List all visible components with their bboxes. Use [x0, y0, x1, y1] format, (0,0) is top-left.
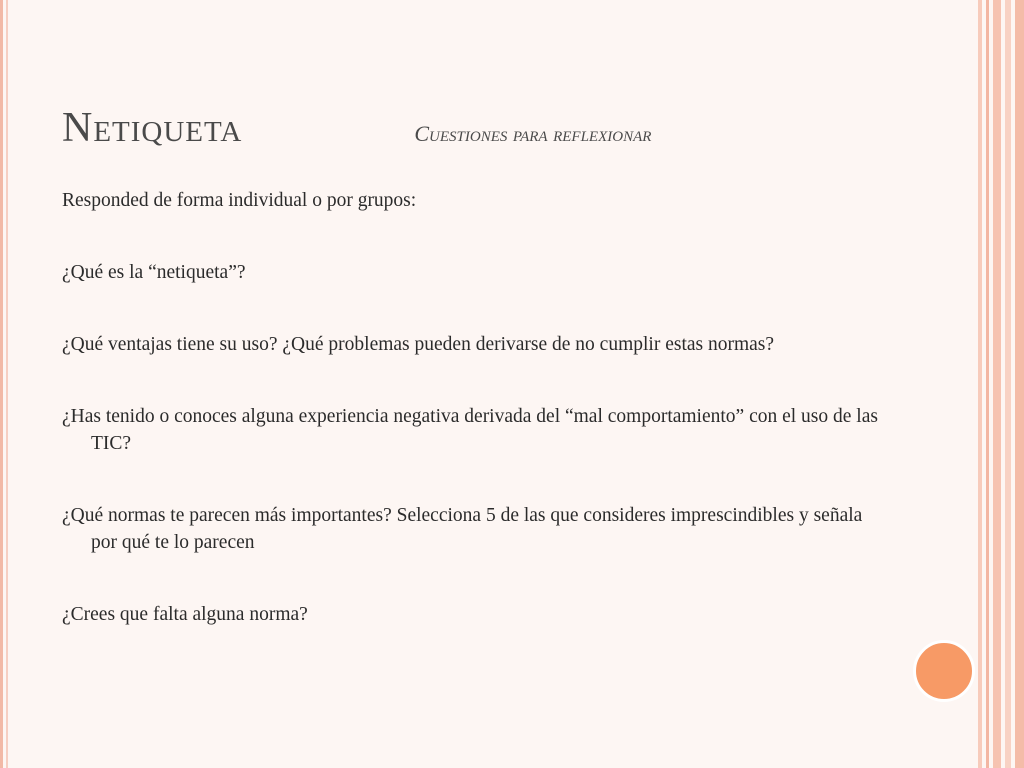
right-border-stripe — [1005, 0, 1011, 768]
left-border-stripe — [6, 0, 8, 768]
title-main: Netiqueta — [62, 105, 243, 151]
right-border-stripe — [986, 0, 989, 768]
question-experience: ¿Has tenido o conoces alguna experiencia negativa derivada del “mal comportamiento” con el uso de las TIC? — [62, 406, 878, 454]
right-border-stripe — [1015, 0, 1024, 768]
decorative-circle — [913, 640, 975, 702]
question-advantages: ¿Qué ventajas tiene su uso? ¿Qué problemas pueden derivarse de no cumplir estas normas? — [62, 334, 775, 355]
slide-body — [62, 187, 892, 673]
question-definition: ¿Qué es la “netiqueta”? — [62, 262, 246, 283]
left-border-stripe — [0, 0, 3, 768]
slide-title — [62, 104, 651, 152]
right-border-stripe — [993, 0, 1001, 768]
question-missing-rule: ¿Crees que falta alguna norma? — [62, 604, 308, 625]
title-subtitle: Cuestiones para reflexionar — [414, 121, 652, 146]
paragraph-intro: Responded de forma individual o por grupos: — [62, 190, 417, 211]
question-important-rules: ¿Qué normas te parecen más importantes? Selecciona 5 de las que consideres imprescindibles y señala por qué te lo parecen — [62, 505, 863, 553]
right-border-stripe — [978, 0, 982, 768]
